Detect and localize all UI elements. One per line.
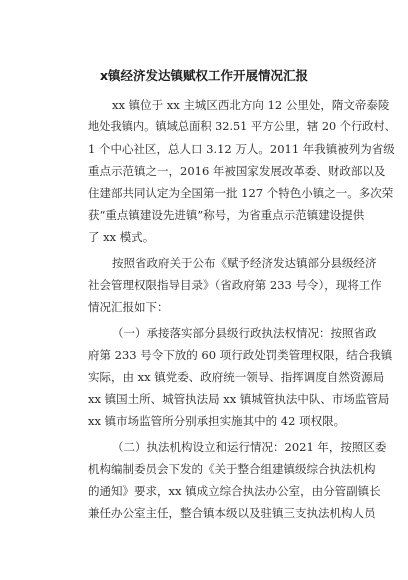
- paragraph-line: 的通知》要求，xx 镇成立综合执法办公室，由分管副镇长: [88, 484, 381, 498]
- document-title: x镇经济发达镇赋权工作开展情况汇报: [99, 68, 309, 83]
- paragraph-line: 获“重点镇建设先进镇”称号，为省重点示范镇建设提供: [88, 208, 365, 222]
- paragraph-line: 重点示范镇之一，2016 年被国家发展改革委、财政部以及: [88, 164, 386, 178]
- paragraph-line: xx 镇市场监管所分别承担实施其中的 42 项权限。: [88, 414, 346, 428]
- paragraph-line: 1 个中心社区，总人口 3.12 万人。2011 年我镇被列为省级: [88, 142, 395, 156]
- paragraph-line: 机构编制委员会下发的《关于整合组建镇级综合执法机构: [88, 462, 376, 476]
- paragraph-line: xx 镇国土所、城管执法局 xx 镇城管执法中队、市场监管局: [88, 392, 390, 406]
- paragraph-line: （二）执法机构设立和运行情况：2021 年，按照区委: [112, 440, 387, 454]
- paragraph-line: 住建部共同认定为全国第一批 127 个特色小镇之一。多次荣: [88, 186, 394, 200]
- paragraph-line: 兼任办公室主任，整合镇本级以及驻镇三支执法机构人员: [88, 506, 376, 520]
- paragraph-line: 地处我镇内。镇域总面积 32.51 平方公里，辖 20 个行政村、: [88, 120, 396, 133]
- paragraph-line: 实际，由 xx 镇党委、政府统一领导、指挥调度自然资源局: [88, 370, 385, 384]
- paragraph-line: （一）承接落实部分县级行政执法权情况：按照省政: [112, 326, 377, 340]
- paragraph-line: 了 xx 模式。: [88, 230, 155, 244]
- paragraph-line: 情况汇报如下：: [88, 300, 169, 314]
- paragraph-line: 社会管理权限指导目录》（省政府第 233 号令），现将工作: [88, 278, 382, 292]
- paragraph-line: 按照省政府关于公布《赋予经济发达镇部分县级经济: [112, 256, 377, 270]
- paragraph-line: 府第 233 号令下放的 60 项行政处罚类管理权限，结合我镇: [88, 348, 393, 362]
- paragraph-line: xx 镇位于 xx 主城区西北方向 12 公里处，隋文帝泰陵: [112, 98, 390, 112]
